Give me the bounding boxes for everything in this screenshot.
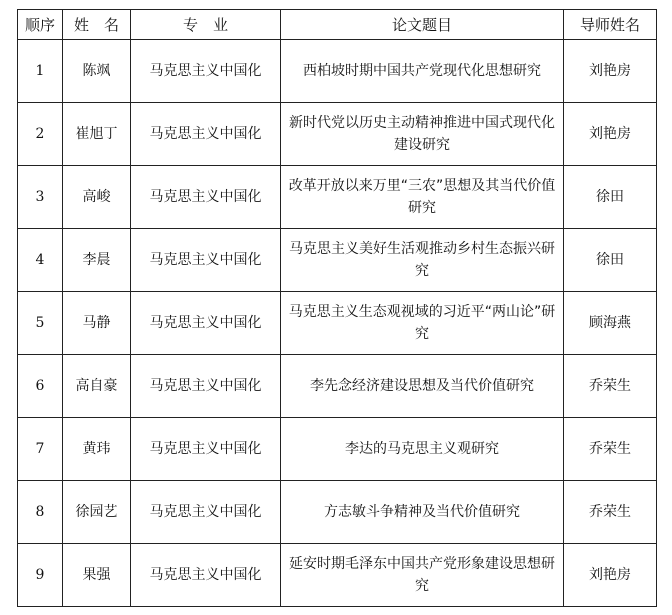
header-name: 姓 名 [63,10,131,40]
row-title: 李达的马克思主义观研究 [281,418,564,481]
row-title: 新时代党以历史主动精神推进中国式现代化建设研究 [281,103,564,166]
row-order: 5 [18,292,63,355]
row-title: 马克思主义生态观视域的习近平“两山论”研究 [281,292,564,355]
row-name: 陈飒 [63,40,131,103]
table-row [18,103,657,166]
header-advisor: 导师姓名 [564,10,657,40]
row-major: 马克思主义中国化 [131,544,281,607]
row-advisor: 刘艳房 [564,544,657,607]
row-advisor: 徐田 [564,166,657,229]
header-row [18,10,657,40]
row-order: 7 [18,418,63,481]
row-order: 3 [18,166,63,229]
table-row [18,418,657,481]
row-major: 马克思主义中国化 [131,355,281,418]
row-major: 马克思主义中国化 [131,292,281,355]
table-row [18,40,657,103]
row-name: 高峻 [63,166,131,229]
row-major: 马克思主义中国化 [131,229,281,292]
table-row [18,292,657,355]
row-advisor: 刘艳房 [564,40,657,103]
row-name: 高自豪 [63,355,131,418]
row-advisor: 徐田 [564,229,657,292]
row-name: 崔旭丁 [63,103,131,166]
row-name: 徐园艺 [63,481,131,544]
row-order: 6 [18,355,63,418]
header-order: 顺序 [18,10,63,40]
row-name: 马静 [63,292,131,355]
table-row [18,355,657,418]
row-order: 1 [18,40,63,103]
row-title: 李先念经济建设思想及当代价值研究 [281,355,564,418]
row-major: 马克思主义中国化 [131,166,281,229]
row-name: 果强 [63,544,131,607]
row-major: 马克思主义中国化 [131,418,281,481]
table-row [18,544,657,607]
row-major: 马克思主义中国化 [131,40,281,103]
row-advisor: 乔荣生 [564,481,657,544]
row-title: 延安时期毛泽东中国共产党形象建设思想研究 [281,544,564,607]
table-row [18,229,657,292]
row-advisor: 刘艳房 [564,103,657,166]
header-title: 论文题目 [281,10,564,40]
row-order: 9 [18,544,63,607]
row-title: 西柏坡时期中国共产党现代化思想研究 [281,40,564,103]
row-advisor: 顾海燕 [564,292,657,355]
row-order: 2 [18,103,63,166]
row-title: 方志敏斗争精神及当代价值研究 [281,481,564,544]
thesis-table [17,9,657,607]
row-major: 马克思主义中国化 [131,481,281,544]
row-title: 马克思主义美好生活观推动乡村生态振兴研究 [281,229,564,292]
row-major: 马克思主义中国化 [131,103,281,166]
row-advisor: 乔荣生 [564,418,657,481]
row-name: 黄玮 [63,418,131,481]
row-order: 4 [18,229,63,292]
table-row [18,166,657,229]
row-title: 改革开放以来万里“三农”思想及其当代价值研究 [281,166,564,229]
header-major: 专 业 [131,10,281,40]
table-row [18,481,657,544]
row-name: 李晨 [63,229,131,292]
row-order: 8 [18,481,63,544]
row-advisor: 乔荣生 [564,355,657,418]
